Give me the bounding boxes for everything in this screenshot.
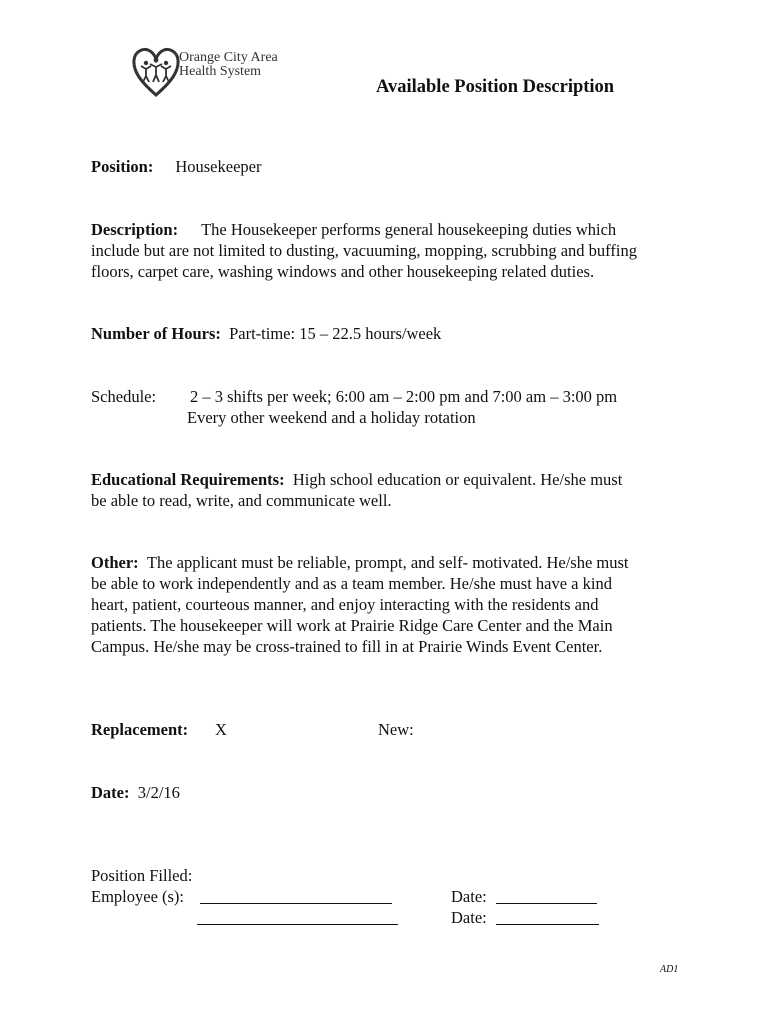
- education-line-2: be able to read, write, and communicate well.: [91, 491, 392, 510]
- date-value: 3/2/16: [137, 783, 180, 802]
- date-label: Date:: [91, 783, 130, 802]
- organization-logo: [132, 43, 292, 99]
- organization-name-line1: Orange City Area: [179, 50, 278, 65]
- position-filled-label: Position Filled:: [91, 866, 193, 885]
- date-filled-line-2[interactable]: [496, 909, 599, 925]
- date-filled-line-1[interactable]: [496, 888, 597, 904]
- description-line-2: include but are not limited to dusting, vacuuming, mopping, scrubbing and buffing: [91, 241, 637, 260]
- organization-name-line2: Health System: [179, 64, 262, 79]
- date-field: [91, 782, 180, 803]
- hours-value: Part-time: 15 – 22.5 hours/week: [229, 324, 442, 343]
- document-title: Available Position Description: [376, 77, 615, 97]
- position-field: [91, 156, 261, 177]
- schedule-label: Schedule:: [91, 387, 157, 406]
- other-line-5: Campus. He/she may be cross-trained to fill in at Prairie Winds Event Center.: [91, 637, 603, 656]
- schedule-line-1: 2 – 3 shifts per week; 6:00 am – 2:00 pm and 7:00 am – 3:00 pm: [190, 387, 618, 406]
- employee-label: Employee (s):: [91, 887, 185, 906]
- replacement-value: X: [215, 720, 227, 739]
- position-value: Housekeeper: [175, 157, 262, 176]
- new-label: New:: [378, 720, 414, 739]
- date-filled-label-2: Date:: [451, 908, 487, 927]
- form-code: AD1: [660, 964, 679, 975]
- date-filled-label-1: Date:: [451, 887, 487, 906]
- other-line-3: heart, patient, courteous manner, and enjoy interacting with the residents and: [91, 595, 599, 614]
- organization-name: [179, 51, 278, 79]
- other-line-1: The applicant must be reliable, prompt, and self- motivated. He/she must: [146, 553, 629, 572]
- description-section: [91, 219, 691, 282]
- education-line-1: High school education or equivalent. He/she must: [292, 470, 623, 489]
- description-line-3: floors, carpet care, washing windows and other housekeeping related duties.: [91, 262, 595, 281]
- hours-label: Number of Hours:: [91, 324, 221, 343]
- other-line-4: patients. The housekeeper will work at Prairie Ridge Care Center and the Main: [91, 616, 613, 635]
- other-section: [91, 552, 691, 657]
- education-section: [91, 469, 691, 511]
- employee-signature-line-2[interactable]: [197, 909, 398, 925]
- other-label: Other:: [91, 553, 139, 572]
- schedule-line-2: Every other weekend and a holiday rotation: [187, 408, 476, 427]
- replacement-label: Replacement:: [91, 720, 189, 739]
- education-label: Educational Requirements:: [91, 470, 285, 489]
- description-line-1: The Housekeeper performs general housekeeping duties which: [201, 220, 617, 239]
- description-label: Description:: [91, 220, 179, 239]
- position-label: Position:: [91, 157, 154, 176]
- heart-people-icon: [132, 43, 180, 99]
- hours-field: [91, 323, 441, 344]
- other-line-2: be able to work independently and as a team member. He/she must have a kind: [91, 574, 612, 593]
- employee-signature-line-1[interactable]: [200, 888, 392, 904]
